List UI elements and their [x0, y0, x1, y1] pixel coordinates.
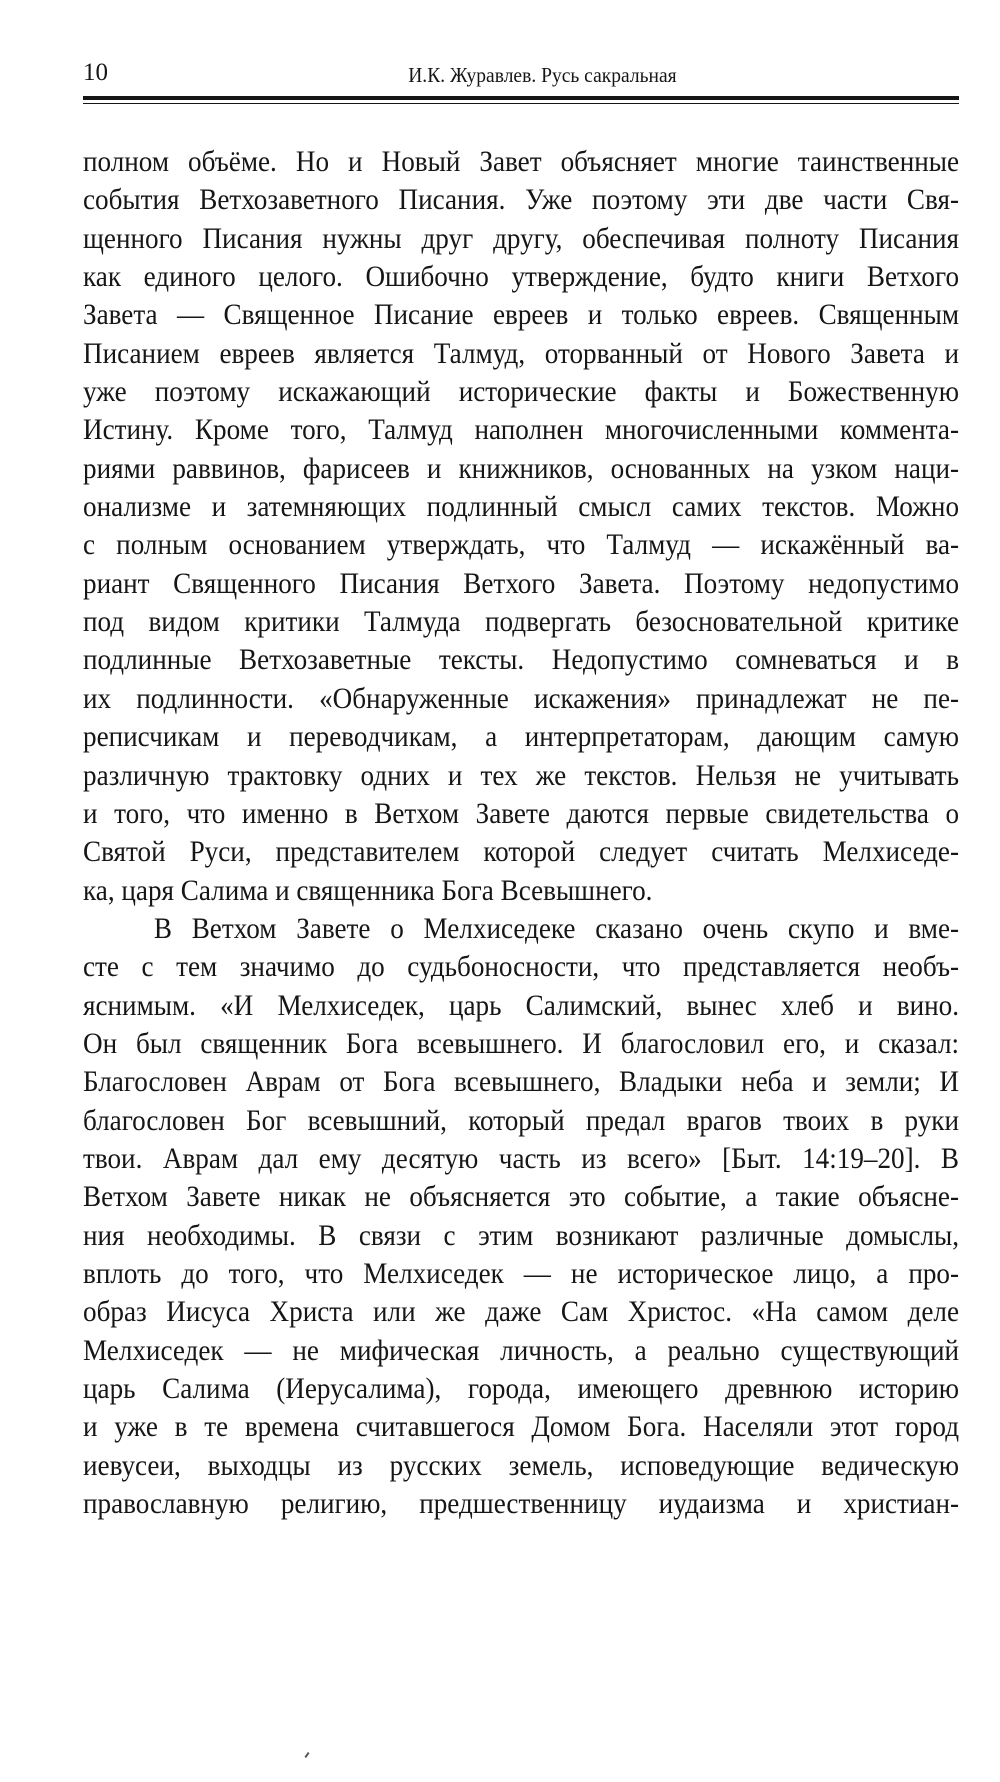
text-line: православную религию, предшественницу иудаизма и христиан-: [83, 1488, 960, 1521]
text-line: щенного Писания нужны друг другу, обеспечивая полноту Писания: [83, 222, 960, 255]
text-line: благословен Бог всевышний, который предал врагов твоих в руки: [83, 1104, 960, 1137]
text-line: с полным основанием утверждать, что Талмуд — искажённый ва-: [83, 529, 960, 562]
text-line: подлинные Ветхозаветные тексты. Недопустимо сомневаться и в: [83, 644, 960, 677]
text-line: сте с тем значимо до судьбоносности, что представляется необъ-: [83, 951, 960, 984]
text-line: как единого целого. Ошибочно утверждение, будто книги Ветхого: [83, 261, 960, 294]
text-line: Святой Руси, представителем которой следует считать Мелхиседе-: [83, 836, 960, 869]
text-line: и уже в те времена считавшегося Домом Бога. Населяли этот город: [83, 1411, 960, 1444]
text-line: различную трактовку одних и тех же текстов. Нельзя не учитывать: [83, 759, 960, 792]
text-line: события Ветхозаветного Писания. Уже поэтому эти две части Свя-: [83, 184, 960, 217]
text-line: Писанием евреев является Талмуд, оторванный от Нового Завета и: [83, 337, 960, 370]
text-line: под видом критики Талмуда подвергать безосновательной критике: [83, 606, 960, 639]
text-line: онализме и затемняющих подлинный смысл самих текстов. Можно: [83, 491, 960, 524]
text-line: и того, что именно в Ветхом Завете даются первые свидетельства о: [83, 797, 960, 830]
header-rule-thin: [83, 103, 959, 104]
text-line: Благословен Аврам от Бога всевышнего, Владыки неба и земли; И: [83, 1066, 960, 1099]
scan-speck: [304, 1752, 309, 1758]
body-text: [83, 143, 959, 1523]
text-line: Ветхом Завете никак не объясняется это событие, а такие объясне-: [83, 1181, 960, 1214]
paragraph-start-line: В Ветхом Завете о Мелхиседеке сказано очень скупо и вме-: [153, 912, 960, 945]
header-rule-thick: [83, 96, 959, 100]
text-line: риями раввинов, фарисеев и книжников, основанных на узком наци-: [83, 452, 960, 485]
text-line: яснимым. «И Мелхиседек, царь Салимский, вынес хлеб и вино.: [83, 989, 960, 1022]
text-line: их подлинности. «Обнаруженные искажения» принадлежат не пе-: [83, 682, 960, 715]
text-line: Он был священник Бога всевышнего. И благословил его, и сказал:: [83, 1027, 960, 1060]
text-line: вплоть до того, что Мелхиседек — не историческое лицо, а про-: [83, 1257, 960, 1290]
text-line: иевусеи, выходцы из русских земель, исповедующие ведическую: [83, 1449, 960, 1482]
text-line: Мелхиседек — не мифическая личность, а реально существующий: [83, 1334, 960, 1367]
page-number: 10: [83, 59, 108, 86]
text-line: твои. Аврам дал ему десятую часть из всего» [Быт. 14:19–20]. В: [83, 1142, 960, 1175]
running-title: И.К. Журавлев. Русь сакральная: [408, 63, 677, 87]
text-line: образ Иисуса Христа или же даже Сам Христос. «На самом деле: [83, 1296, 960, 1329]
text-line: полном объёме. Но и Новый Завет объясняет многие таинственные: [83, 146, 960, 178]
text-line: риант Священного Писания Ветхого Завета. Поэтому недопустимо: [83, 567, 960, 600]
text-line: уже поэтому искажающий исторические факты и Божественную: [83, 376, 960, 409]
page-header: [83, 58, 959, 94]
text-line: царь Салима (Иерусалима), города, имеющего древнюю историю: [83, 1373, 960, 1405]
text-line: Истину. Кроме того, Талмуд наполнен многочисленными коммента-: [83, 414, 960, 447]
text-line: Завета — Священное Писание евреев и только евреев. Священным: [83, 299, 960, 332]
text-line: ния необходимы. В связи с этим возникают различные домыслы,: [83, 1219, 960, 1252]
text-line: реписчикам и переводчикам, а интерпретаторам, дающим самую: [83, 721, 960, 754]
text-line: ка, царя Салима и священника Бога Всевышнего.: [83, 874, 653, 907]
